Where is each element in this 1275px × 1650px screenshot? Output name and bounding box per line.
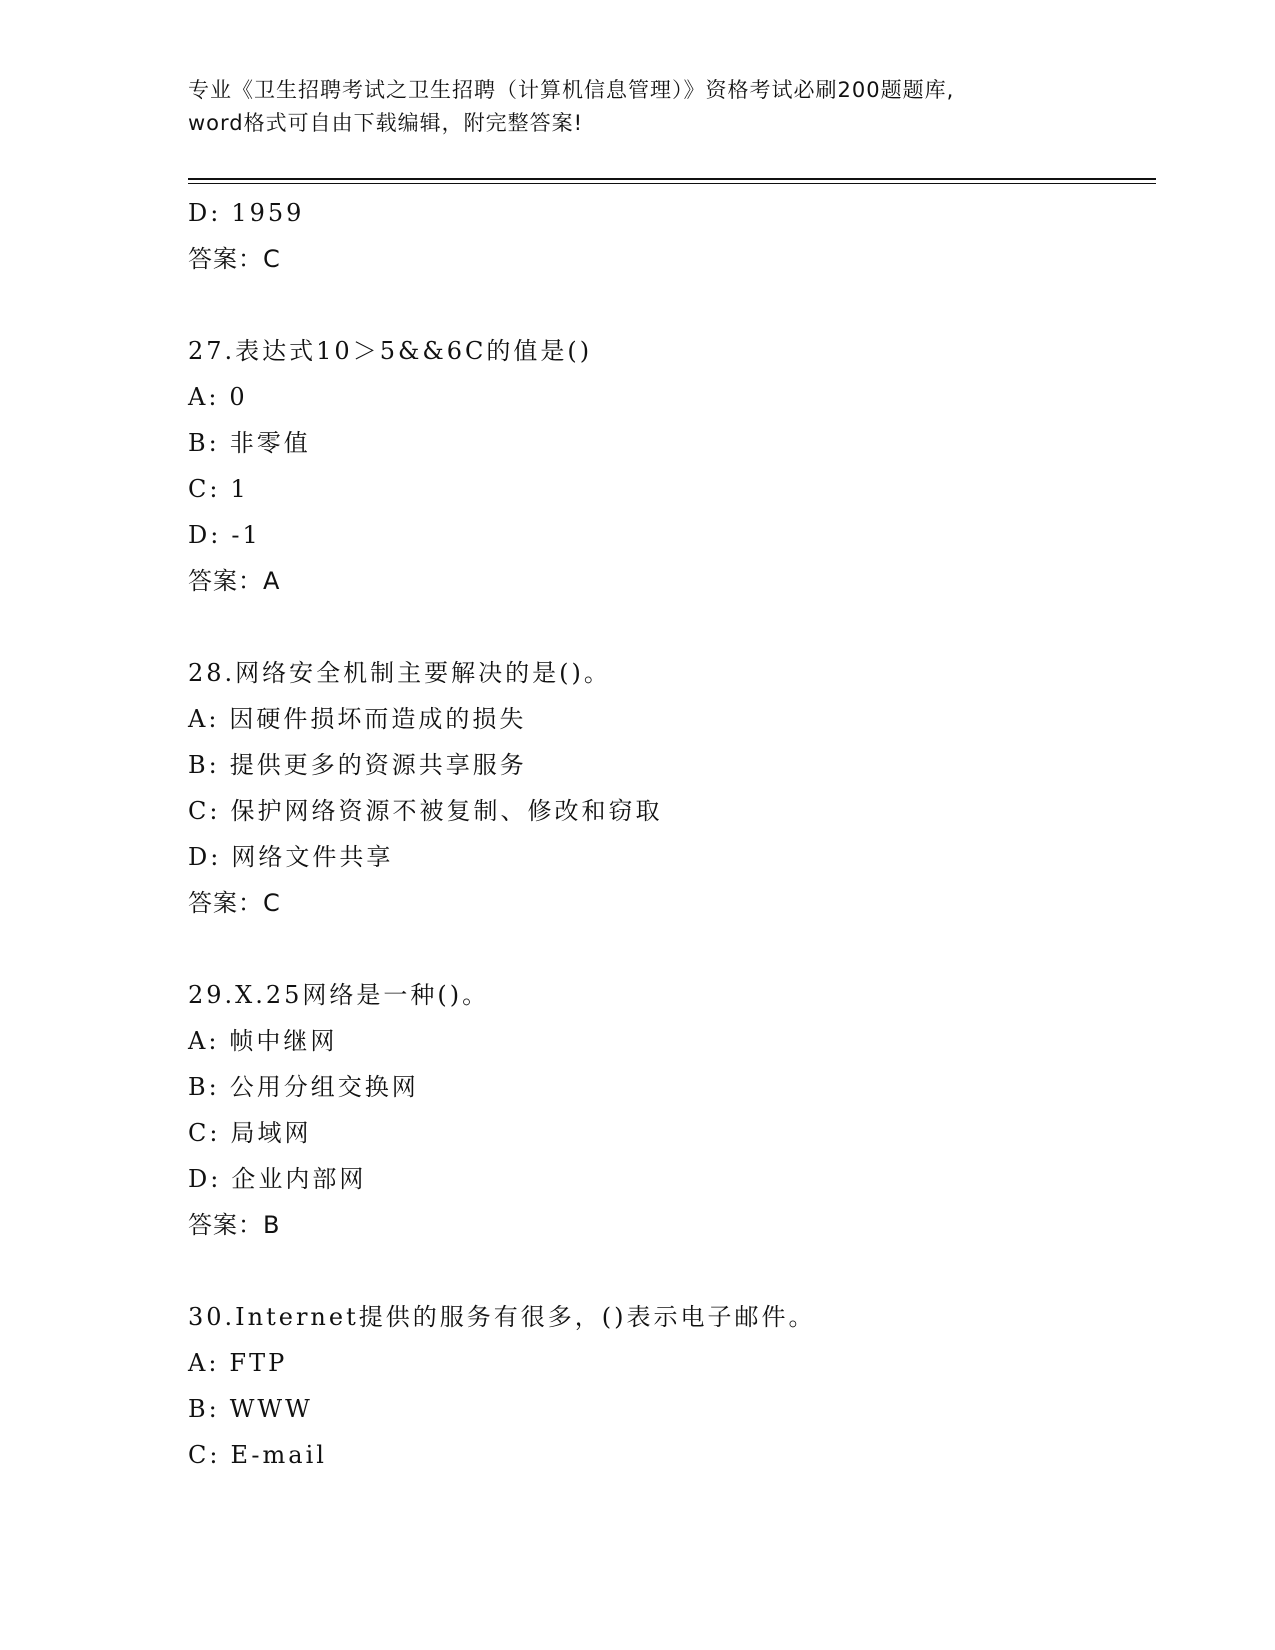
option-label: C: — [188, 475, 221, 503]
option-d — [188, 190, 1156, 236]
answer-line: 答案：C — [188, 889, 281, 917]
option-text: 保护网络资源不被复制、修改和窃取 — [230, 797, 663, 825]
option-label: D: — [188, 199, 222, 227]
option-d — [188, 1156, 1156, 1202]
option-label: A: — [188, 1027, 220, 1055]
option-text: 帧中继网 — [229, 1027, 338, 1055]
option-text: 公用分组交换网 — [229, 1073, 419, 1101]
option-label: A: — [188, 1349, 220, 1377]
option-label: C: — [188, 1441, 221, 1469]
option-text: WWW — [229, 1395, 313, 1423]
page-header — [188, 74, 1088, 140]
question-stem: 30.Internet提供的服务有很多，()表示电子邮件。 — [188, 1303, 816, 1331]
question-stem: 29.X.25网络是一种()。 — [188, 981, 490, 1009]
option-d — [188, 834, 1156, 880]
question-stem: 27.表达式10＞5&&6C的值是() — [188, 337, 593, 365]
option-text: -1 — [231, 521, 261, 549]
option-text: 1959 — [231, 199, 305, 227]
header-divider-thin — [188, 183, 1156, 184]
option-text: 因硬件损坏而造成的损失 — [229, 705, 527, 733]
option-a — [188, 1018, 1156, 1064]
answer-line: 答案：A — [188, 567, 281, 595]
header-divider-thick — [188, 178, 1156, 180]
option-text: 提供更多的资源共享服务 — [229, 751, 527, 779]
header-title-line-2: word格式可自由下载编辑，附完整答案! — [188, 111, 584, 135]
option-b — [188, 420, 1156, 466]
option-a — [188, 1340, 1156, 1386]
spacer — [188, 1248, 1156, 1294]
option-label: C: — [188, 1119, 221, 1147]
option-text: 企业内部网 — [231, 1165, 367, 1193]
option-label: A: — [188, 705, 220, 733]
option-label: D: — [188, 521, 222, 549]
option-c — [188, 1432, 1156, 1478]
answer-line: 答案：B — [188, 1211, 281, 1239]
option-d — [188, 512, 1156, 558]
option-label: D: — [188, 1165, 222, 1193]
answer-line: 答案：C — [188, 245, 281, 273]
option-label: B: — [188, 751, 220, 779]
option-c — [188, 466, 1156, 512]
option-text: 1 — [230, 475, 249, 503]
option-a — [188, 696, 1156, 742]
spacer — [188, 926, 1156, 972]
option-label: B: — [188, 1395, 220, 1423]
option-text: E-mail — [230, 1441, 327, 1469]
option-text: 局域网 — [230, 1119, 312, 1147]
option-label: A: — [188, 383, 220, 411]
option-label: C: — [188, 797, 221, 825]
option-text: 网络文件共享 — [231, 843, 394, 871]
question-stem: 28.网络安全机制主要解决的是()。 — [188, 659, 611, 687]
option-a — [188, 374, 1156, 420]
question-list — [188, 190, 1156, 1478]
option-text: 0 — [229, 383, 248, 411]
option-text: FTP — [229, 1349, 288, 1377]
option-b — [188, 742, 1156, 788]
option-c — [188, 788, 1156, 834]
option-label: D: — [188, 843, 222, 871]
option-c — [188, 1110, 1156, 1156]
option-b — [188, 1386, 1156, 1432]
option-text: 非零值 — [229, 429, 311, 457]
option-b — [188, 1064, 1156, 1110]
option-label: B: — [188, 1073, 220, 1101]
spacer — [188, 282, 1156, 328]
option-label: B: — [188, 429, 220, 457]
spacer — [188, 604, 1156, 650]
header-title-line-1: 专业《卫生招聘考试之卫生招聘（计算机信息管理）》资格考试必刷200题题库, — [188, 78, 955, 102]
